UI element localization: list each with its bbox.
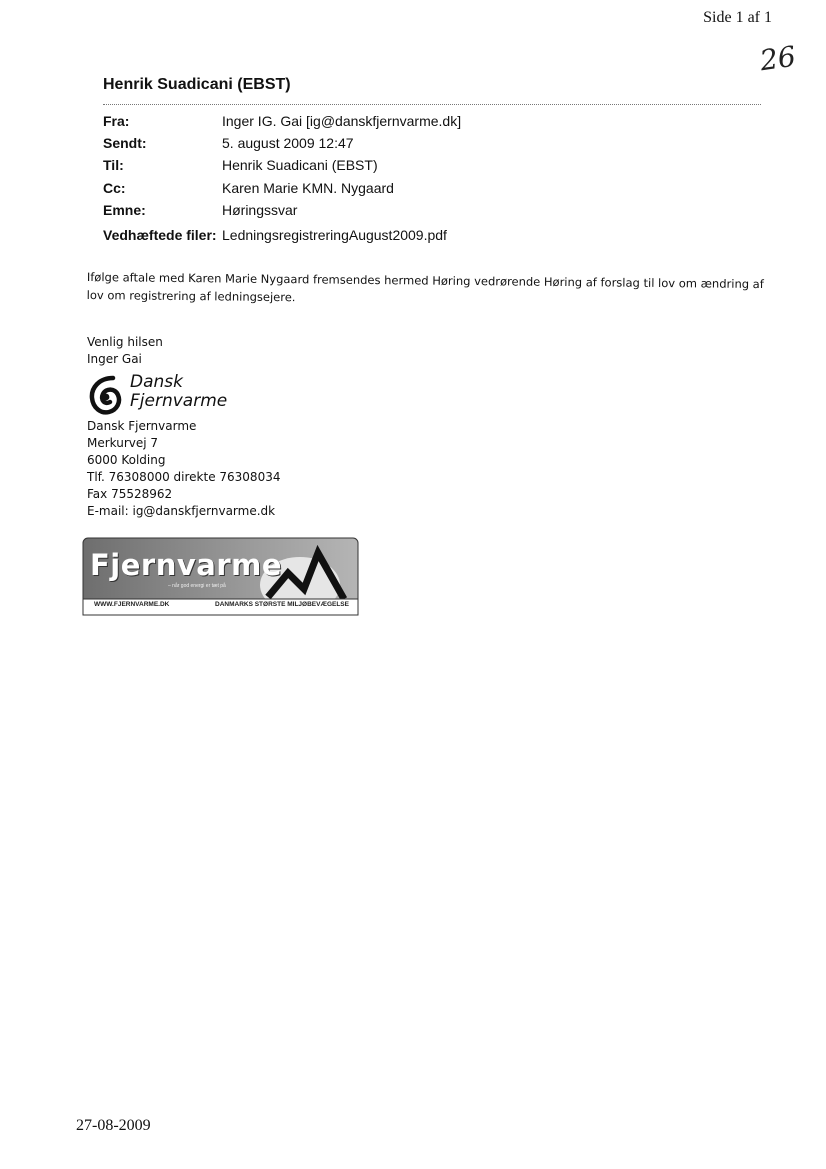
banner-slogan: DANMARKS STØRSTE MILJØBEVÆGELSE [215, 601, 349, 608]
swirl-logo-icon [89, 374, 123, 416]
header-key: Vedhæftede filer: [103, 227, 217, 243]
header-row-cc [103, 180, 394, 202]
banner-url: WWW.FJERNVARME.DK [94, 601, 170, 608]
dansk-fjernvarme-logo [89, 372, 229, 418]
header-row-to [103, 157, 378, 179]
fjernvarme-banner [82, 537, 359, 616]
page-number: Side 1 af 1 [703, 9, 772, 26]
header-key: Cc: [103, 180, 126, 196]
header-key: Emne: [103, 202, 146, 218]
handwritten-number: 26 [757, 39, 798, 78]
signature-email[interactable]: E-mail: ig@danskfjernvarme.dk [87, 504, 276, 518]
signature-line: Dansk Fjernvarme [87, 419, 197, 433]
signature-block [87, 418, 280, 520]
attachment-link[interactable]: LedningsregistreringAugust2009.pdf [222, 227, 447, 243]
header-row-attachments [103, 227, 447, 249]
header-row-subject [103, 202, 297, 224]
header-key: Fra: [103, 113, 130, 129]
header-row-sent [103, 135, 354, 157]
closing-greeting: Venlig hilsen [87, 335, 163, 349]
header-key: Til: [103, 157, 124, 173]
email-body: Ifølge aftale med Karen Marie Nygaard fremsendes hermed Høring vedrørende Høring af forslag til lov om ændring af lov om registrering af ledningsejere. [86, 269, 764, 305]
signature-line: 6000 Kolding [87, 453, 166, 467]
header-value: Karen Marie KMN. Nygaard [222, 180, 394, 196]
header-key: Sendt: [103, 135, 147, 151]
header-value: Inger IG. Gai [ig@danskfjernvarme.dk] [222, 113, 462, 129]
header-value: Høringssvar [222, 202, 298, 218]
logo-text-dansk: Dansk [130, 372, 183, 392]
header-value: 5. august 2009 12:47 [222, 135, 354, 151]
logo-text-fjernvarme: Fjernvarme [130, 391, 228, 411]
banner-wordmark: Fjernvarme [90, 548, 283, 582]
header-value: Henrik Suadicani (EBST) [222, 157, 378, 173]
footer-date: 27-08-2009 [76, 1117, 151, 1134]
closing-name: Inger Gai [87, 352, 142, 366]
header-divider [103, 104, 761, 105]
header-row-from [103, 113, 461, 135]
signature-line: Merkurvej 7 [87, 436, 159, 450]
signature-line: Tlf. 76308000 direkte 76308034 [87, 470, 281, 484]
sender-title: Henrik Suadicani (EBST) [103, 76, 291, 93]
signature-line: Fax 75528962 [87, 487, 173, 501]
banner-tagline: – når god energi er tæt på [168, 583, 226, 589]
